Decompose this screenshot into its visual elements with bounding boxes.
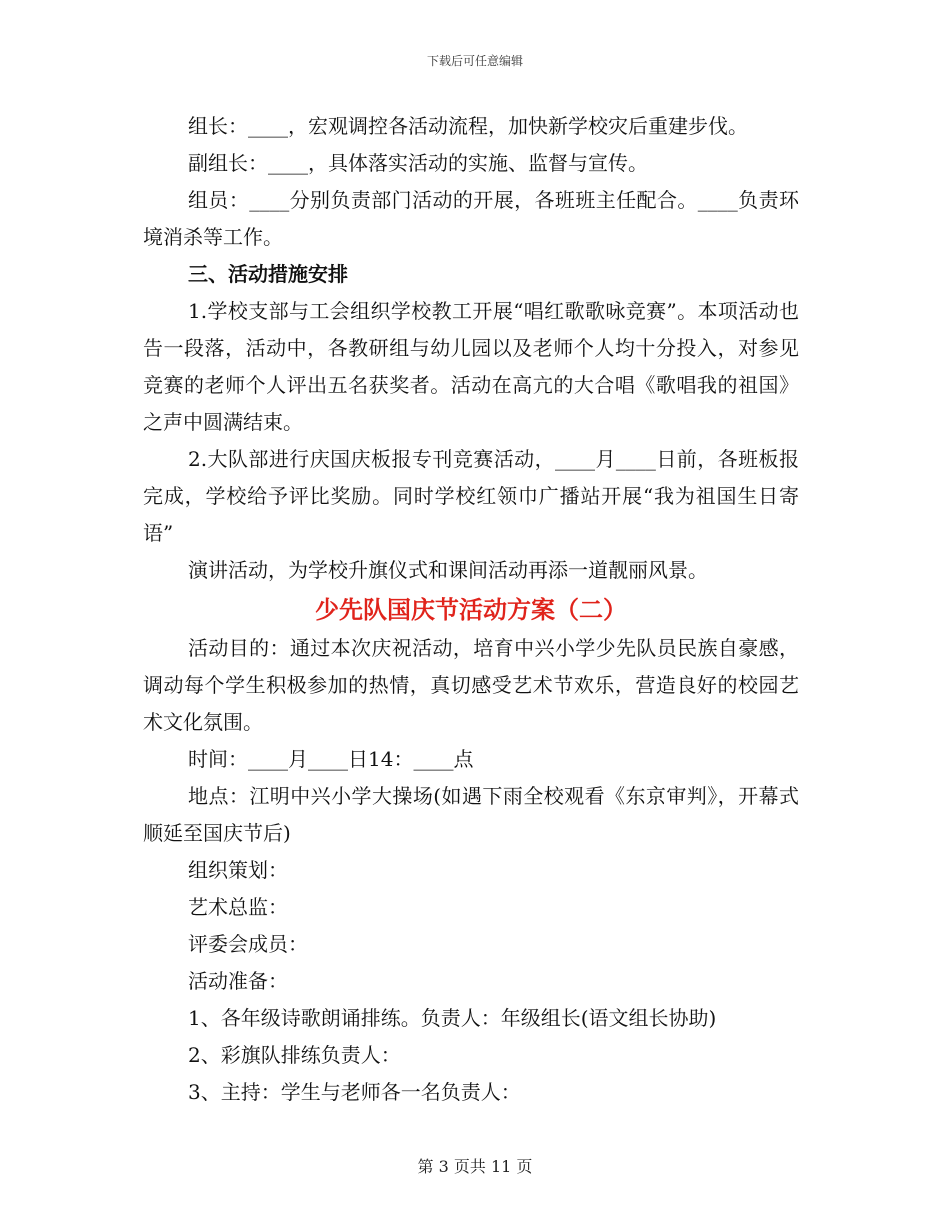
page-footer: 第 3 页共 11 页 bbox=[417, 1157, 533, 1176]
list-item-preparation-3: 3、主持：学生与老师各一名负责人： bbox=[188, 1080, 521, 1104]
paragraph-location: 地点：江明中兴小学大操场(如遇下雨全校观看《东京审判》，开幕式顺延至国庆节后) bbox=[143, 784, 799, 845]
paragraph-measure-1: 1.学校支部与工会组织学校教工开展“唱红歌歌咏竞赛”。本项活动也告一段落，活动中，各教研组与幼儿园以及老师个人均十分投入，对参见竞赛的老师个人评出五名获奖者。活动在高亢的大合唱《歌唱我的祖国》之声中圆满结束。 bbox=[143, 299, 799, 434]
list-item-preparation-1: 1、各年级诗歌朗诵排练。负责人：年级组长(语文组长协助) bbox=[188, 1006, 717, 1030]
paragraph-organizer: 组织策划： bbox=[188, 858, 288, 882]
document-body bbox=[143, 108, 799, 1111]
paragraph-measure-2: 2.大队部进行庆国庆板报专刊竞赛活动，____月____日前，各班板报完成，学校给予评比奖励。同时学校红领巾广播站开展“我为祖国生日寄语” bbox=[143, 447, 799, 545]
section-heading-measures: 三、活动措施安排 bbox=[188, 262, 348, 286]
list-item-preparation-2: 2、彩旗队排练负责人： bbox=[188, 1043, 401, 1067]
paragraph-preparation: 活动准备： bbox=[188, 969, 288, 993]
paragraph-time: 时间：____月____日14：____点 bbox=[188, 747, 474, 771]
paragraph-judges: 评委会成员： bbox=[188, 932, 308, 956]
page-header: 下载后可任意编辑 bbox=[426, 54, 523, 68]
paragraph-deputy-leader: 副组长：____，具体落实活动的实施、监督与宣传。 bbox=[188, 151, 648, 175]
paragraph-members: 组员：____分别负责部门活动的开展，各班班主任配合。____负责环境消杀等工作。 bbox=[143, 188, 799, 249]
paragraph-art-director: 艺术总监： bbox=[188, 895, 288, 919]
document-title: 少先队国庆节活动方案（二） bbox=[315, 595, 627, 624]
paragraph-purpose: 活动目的：通过本次庆祝活动，培育中兴小学少先队员民族自豪感，调动每个学生积极参加的热情，真切感受艺术节欢乐，营造良好的校园艺术文化氛围。 bbox=[143, 636, 799, 734]
paragraph-speech-activity: 演讲活动，为学校升旗仪式和课间活动再添一道靓丽风景。 bbox=[188, 558, 708, 582]
paragraph-leader: 组长：____，宏观调控各活动流程，加快新学校灾后重建步伐。 bbox=[188, 114, 748, 138]
